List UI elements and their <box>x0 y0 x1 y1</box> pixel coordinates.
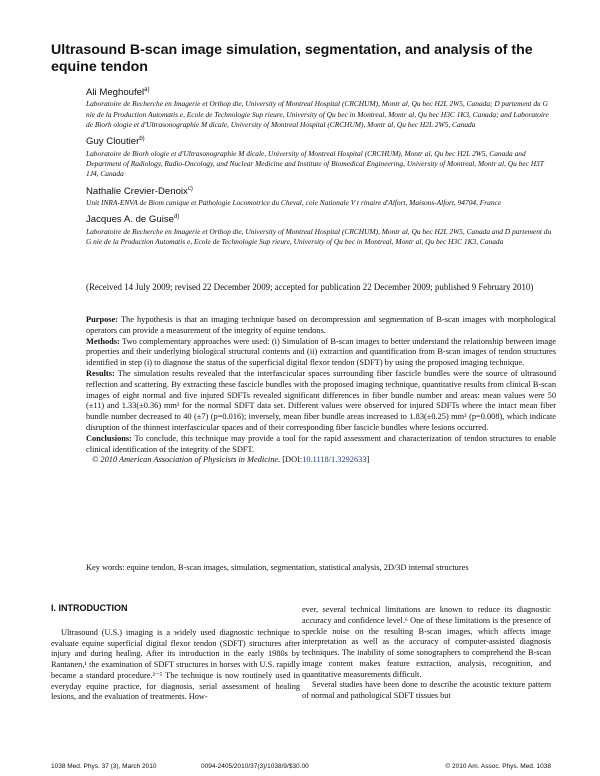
doi-close: ] <box>366 455 370 465</box>
abstract-methods <box>86 337 556 369</box>
author-name-text: Guy Cloutier <box>86 136 140 148</box>
footer-journal: 1038 Med. Phys. 37 (3), March 2010 <box>51 763 157 770</box>
purpose-text: The hypothesis is that an imaging technique based on decompression and segmentation of B-scan images with morphological operators can provide a measurement of the integrity of equine tendons. <box>86 315 557 335</box>
intro-paragraph-continued: ever, several technical limitations are known to reduce its diagnostic accuracy and confidence level.⁶ One of these limitations is the presence of speckle noise on the resulting B-scan images, which affects image interpretation as well as the accuracy of computer-assisted diagnosis techniques. The inability of some sonographers to comprehend the B-scan image content makes feature extraction, analysis, recognition, and quantitative measurements difficult. <box>302 605 551 679</box>
author-affiliation: Laboratoire de Biorh ologie et d'Ultrasonographie M dicale, University of Montreal Hospital (CRCHUM), Montr al, Qu bec H2L 2W5, Canada and Department of Radiology, Radio-Oncology, and Nuclear Medicine and Institute of Biomedical Engineering, University of Montreal, Montr al, Qu bec H3T 1J4, Canada <box>86 148 544 179</box>
abstract <box>86 315 556 466</box>
author-footnote-mark[interactable]: b) <box>139 136 145 143</box>
methods-text: Two complementary approaches were used: (i) Simulation of B-scan images to better understand the relationship between image properties and their underlying biological structural contents and (ii) extraction and quantification from B-scan images of tendon structures identified in step (i) to diagnose the status of the superficial digital flexor tendon (SDFT) by using the proposed imaging technique. <box>86 336 556 368</box>
author-block <box>86 133 556 179</box>
conclusions-label: Conclusions: <box>86 433 132 443</box>
article-title: Ultrasound B-scan image simulation, segmentation, and analysis of the equine tendon <box>51 42 533 75</box>
abstract-conclusions <box>86 434 556 456</box>
conclusions-text: To conclude, this technique may provide a tool for the rapid assessment and characterization of tendon structures to enable clinical identification of the integrity of the SDFT. <box>86 433 557 454</box>
author-footnote-mark[interactable]: a) <box>144 87 150 93</box>
footer-issn: 0094-2405/2010/37(3)/1038/9/$30.00 <box>201 763 309 770</box>
author-block <box>86 84 556 130</box>
keywords: Key words: equine tendon, B-scan images, simulation, segmentation, statistical analysis, 2D/3D internal structures <box>86 563 469 572</box>
author-name <box>86 211 556 226</box>
author-affiliation: Laboratoire de Recherche en Imagerie et Orthop die, University of Montreal Hospital (CRCHUM), Montr al, Qu bec H2L 2W5, Canada and D partement du G nie de la Production Automatis e, Ecole de Technologie Sup rieure, University of Qu bec in Montreal, Montr al, Qu bec H3C 1K3, Canada <box>86 226 552 246</box>
intro-paragraph: Ultrasound (U.S.) imaging is a widely used diagnostic technique to evaluate equine superficial digital flexor tendon (SDFT) structures after injury and during healing. After its introduction in the early 1980s by Rantanen,¹ the examination of SDFT structures in horses with U.S. rapidly became a standard procedure.²⁻⁵ The technique is now routinely used in everyday equine practice, for diagnosis, serial assessment of healing lesions, and the evaluation of treatments. How- <box>51 627 300 702</box>
methods-label: Methods: <box>86 336 120 346</box>
left-column <box>51 603 300 703</box>
author-name-text: Nathalie Crevier-Denoix <box>86 186 188 197</box>
results-label: Results: <box>86 368 115 378</box>
intro-paragraph: Several studies have been done to describe the acoustic texture pattern of normal and pathological SDFT tissues but <box>302 680 551 700</box>
publication-history: (Received 14 July 2009; revised 22 December 2009; accepted for publication 22 December 2009; published 9 February 2010) <box>86 282 534 292</box>
footer-copyright: © 2010 Am. Assoc. Phys. Med. 1038 <box>445 763 551 770</box>
abstract-purpose <box>86 315 556 337</box>
section-heading: I. INTRODUCTION <box>51 603 128 613</box>
abstract-results <box>86 369 556 434</box>
author-name <box>86 133 556 148</box>
author-name <box>86 183 556 198</box>
author-list <box>86 84 556 250</box>
copyright-text: © 2010 American Association of Physicists in Medicine. <box>92 455 281 465</box>
author-affiliation: Unit INRA-ENVA de Biom canique et Pathologie Locomotrice du Cheval, cole Nationale V t rinaire d'Alfort, Maisons-Alfort, 94704, France <box>86 198 502 207</box>
right-column <box>302 605 551 702</box>
author-block <box>86 211 556 247</box>
author-footnote-mark[interactable]: c) <box>187 185 193 192</box>
author-name-text: Jacques A. de Guise <box>86 214 174 226</box>
purpose-label: Purpose: <box>86 315 118 324</box>
results-text: The simulation results revealed that the interfascicular spaces surrounding fiber fascicle bundles were the source of ultrasound reflection and scattering. By extracting these fascicle bundles with the proposed imaging technique, quantitative results from clinical B-scan images of eight normal and five injured SDFTs revealed significant differences in fiber bundle number and areas: mean values were 50 (±11) and 1.33(±0.36) mm² for the normal SDFT data set. Different values were observed for injured SDFTs where the intact mean fiber bundle number decreased to 40 (±7) (p=0.016); inversely, mean fiber bundle areas increased to 1.83(±0.25) mm² (p=0.008), which indicate disruption of the thinnest interfascicular spaces and of their corresponding fiber fascicle bundles where lesions occurred. <box>86 368 556 432</box>
author-name-text: Ali Meghoufel <box>86 87 145 99</box>
author-block <box>86 183 556 209</box>
copyright-line <box>86 455 556 466</box>
doi-open: [DOI: <box>282 455 303 465</box>
author-footnote-mark[interactable]: d) <box>174 214 180 221</box>
author-name <box>86 84 556 99</box>
doi-link[interactable]: 10.1118/1.3292633 <box>302 455 367 465</box>
author-affiliation: Laboratoire de Recherche en Imagerie et Orthop die, University of Montreal Hospital (CRCHUM), Montr al, Qu bec H2L 2W5, Canada; D partement du G nie de la Production Automatis e, Ecole de Technologie Sup rieure, University of Qu bec in Montreal, Montr al, Qu bec H3C 1K3, Canada; and Laboratoire de Biorh ologie et d'Ultrasonographie M dicale, University of Montreal Hospital (CRCHUM), Montr al, Qu bec H2L 2W5, Canada <box>86 99 549 129</box>
page-footer <box>51 763 551 774</box>
